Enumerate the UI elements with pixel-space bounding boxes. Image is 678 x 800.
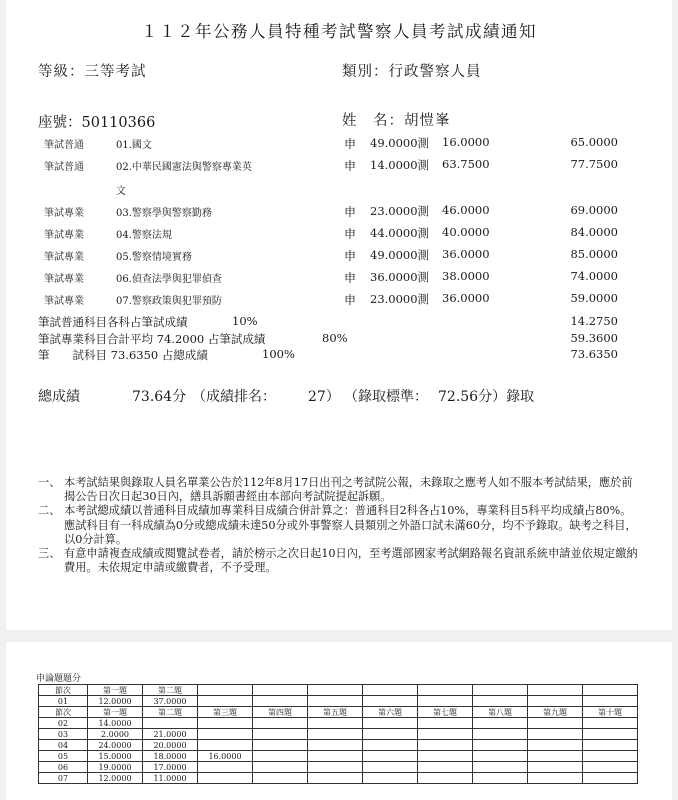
grid-cell [418, 740, 473, 751]
sheet-title: 申論題題分 [36, 674, 82, 684]
summary-percent: 10% [232, 314, 258, 328]
grid-cell: 第九題 [528, 707, 583, 718]
grid-cell: 01 [39, 696, 88, 707]
grid-cell: 15.0000 [88, 751, 143, 762]
subject-row [6, 136, 672, 156]
subject-final-score: 65.0000 [570, 135, 618, 149]
subject-score-1: 49.0000測 [370, 248, 430, 262]
grid-cell [363, 696, 418, 707]
subject-category: 筆試專業 [44, 274, 84, 285]
summary-label: 筆 試科目 73.6350 占總成績 [38, 348, 208, 362]
grid-cell [528, 740, 583, 751]
grid-cell [418, 718, 473, 729]
note-item: 三、 有意申請複查成績或閱覽試卷者，請於榜示之次日起10日內，至考選部國家考試網路報名資訊系統申請並依規定繳納費用。未依規定申請或繳費者，不予受理。 [38, 547, 638, 575]
grid-cell: 第六題 [363, 707, 418, 718]
grid-cell [363, 751, 418, 762]
subject-score-2: 46.0000 [442, 203, 490, 217]
subject-row [6, 204, 672, 224]
subject-final-score: 69.0000 [570, 203, 618, 217]
subject-final-score: 59.0000 [570, 291, 618, 305]
grid-cell: 16.0000 [198, 751, 253, 762]
grid-cell: 第二題 [143, 685, 198, 696]
grid-cell: 14.0000 [88, 718, 143, 729]
subject-score-1: 36.0000測 [370, 270, 430, 284]
grid-cell [473, 729, 528, 740]
subject-score-1: 23.0000測 [370, 292, 430, 306]
subject-flag: 申 [344, 249, 357, 263]
grid-cell [473, 762, 528, 773]
subject-category: 筆試普通 [44, 162, 84, 173]
grid-cell: 07 [39, 773, 88, 784]
grid-cell [418, 751, 473, 762]
grid-cell: 18.0000 [143, 751, 198, 762]
grid-cell [253, 718, 308, 729]
subject-flag: 申 [344, 205, 357, 219]
summary-percent: 80% [322, 331, 348, 345]
subject-final-score: 84.0000 [570, 225, 618, 239]
rank-label: （成績排名： [192, 389, 276, 405]
seat-number: 座號：50110366 [38, 115, 156, 131]
admission-standard-label: （錄取標準： [344, 389, 428, 405]
grid-cell [363, 762, 418, 773]
summary-score: 59.3600 [570, 331, 618, 345]
rank-value: 27） [308, 389, 340, 405]
grid-cell [583, 773, 638, 784]
subject-row [6, 248, 672, 268]
grid-cell [308, 751, 363, 762]
grid-cell [308, 729, 363, 740]
grid-data-row [39, 751, 638, 762]
grid-cell [363, 729, 418, 740]
grid-cell [253, 751, 308, 762]
grid-cell [418, 685, 473, 696]
grid-cell: 03 [39, 729, 88, 740]
grid-data-row [39, 729, 638, 740]
subject-category: 筆試專業 [44, 296, 84, 307]
grid-cell [198, 685, 253, 696]
grid-cell: 20.0000 [143, 740, 198, 751]
grid-cell [583, 729, 638, 740]
grid-cell: 第四題 [253, 707, 308, 718]
grid-cell [308, 773, 363, 784]
grid-cell [583, 762, 638, 773]
grid-data-row [39, 718, 638, 729]
essay-score-table [38, 684, 638, 784]
grade-label: 等級：三等考試 [38, 64, 147, 80]
subject-name: 01.國文 [116, 140, 152, 151]
grid-cell [473, 685, 528, 696]
essay-score-sheet [6, 642, 672, 800]
grid-cell [583, 696, 638, 707]
grid-cell [308, 685, 363, 696]
grid-data-row [39, 773, 638, 784]
grid-cell [143, 718, 198, 729]
grid-cell [583, 685, 638, 696]
grid-cell [528, 685, 583, 696]
grid-cell [583, 740, 638, 751]
grid-top-row [39, 696, 638, 707]
total-score: 73.64分 [132, 389, 187, 405]
subject-name: 04.警察法規 [116, 230, 172, 241]
grid-cell: 12.0000 [88, 773, 143, 784]
grid-cell [198, 718, 253, 729]
grid-cell: 第二題 [143, 707, 198, 718]
subject-score-2: 16.0000 [442, 135, 490, 149]
grid-cell [528, 751, 583, 762]
grid-cell [418, 729, 473, 740]
grid-cell [253, 729, 308, 740]
grid-cell [473, 740, 528, 751]
grid-cell [253, 762, 308, 773]
grid-cell: 24.0000 [88, 740, 143, 751]
grid-cell [528, 718, 583, 729]
grid-cell: 12.0000 [88, 696, 143, 707]
subject-score-2: 40.0000 [442, 225, 490, 239]
grid-cell: 05 [39, 751, 88, 762]
subject-flag: 申 [344, 137, 357, 151]
grid-cell: 節次 [39, 685, 88, 696]
grid-cell: 17.0000 [143, 762, 198, 773]
subject-row [6, 270, 672, 290]
grid-cell: 19.0000 [88, 762, 143, 773]
grid-cell [418, 773, 473, 784]
summary-label: 筆試專業科目合計平均 74.2000 占筆試成績 [38, 332, 266, 346]
subject-category: 筆試專業 [44, 230, 84, 241]
subject-flag: 申 [344, 271, 357, 285]
grid-cell: 02 [39, 718, 88, 729]
grid-cell [473, 773, 528, 784]
grid-cell [253, 685, 308, 696]
subject-flag: 申 [344, 159, 357, 173]
grid-cell: 第七題 [418, 707, 473, 718]
grid-cell [308, 696, 363, 707]
subject-score-2: 63.7500 [442, 157, 490, 171]
grid-cell [363, 685, 418, 696]
subject-name: 07.警察政策與犯罪預防 [116, 296, 222, 307]
grid-cell [363, 718, 418, 729]
grid-cell: 06 [39, 762, 88, 773]
subject-flag: 申 [344, 293, 357, 307]
total-label: 總成績 [38, 389, 80, 405]
grid-cell [253, 740, 308, 751]
subject-score-1: 44.0000測 [370, 226, 430, 240]
grid-cell [583, 718, 638, 729]
grid-cell: 2.0000 [88, 729, 143, 740]
note-item: 二、 本考試總成績以普通科目成績加專業科目成績合併計算之：普通科目2科各占10%，專業科目5科平均成績占80%。應試科目有一科成績為0分或總成績未達50分或外事警察人員類別之外語口試未滿60分，均不予錄取。缺考之科目，以0分計算。 [38, 504, 637, 546]
grid-cell [308, 762, 363, 773]
subject-score-2: 38.0000 [442, 269, 490, 283]
grid-cell [528, 696, 583, 707]
subject-final-score: 74.0000 [570, 269, 618, 283]
grid-cell [473, 751, 528, 762]
score-notice-page [6, 0, 672, 630]
subject-score-1: 14.0000測 [370, 158, 430, 172]
subject-score-1: 23.0000測 [370, 204, 430, 218]
subject-name: 06.偵查法學與犯罪偵查 [116, 274, 222, 285]
grid-header-row [39, 707, 638, 718]
subject-flag: 申 [344, 227, 357, 241]
summary-score: 73.6350 [570, 347, 618, 361]
grid-cell [528, 762, 583, 773]
notes-section [38, 476, 638, 575]
grid-cell: 第一題 [88, 685, 143, 696]
grid-cell [583, 751, 638, 762]
grid-cell [418, 696, 473, 707]
admission-standard-value: 72.56分）錄取 [438, 389, 535, 405]
grid-cell: 節次 [39, 707, 88, 718]
subject-category: 筆試普通 [44, 140, 84, 151]
subject-name: 05.警察情境實務 [116, 252, 192, 263]
summary-score: 14.2750 [570, 314, 618, 328]
summary-label: 筆試普通科目各科占筆試成績 [38, 315, 188, 329]
grid-cell: 第一題 [88, 707, 143, 718]
grid-cell [473, 696, 528, 707]
subject-category: 筆試專業 [44, 208, 84, 219]
grid-cell [363, 740, 418, 751]
grid-cell [198, 729, 253, 740]
category-label: 類別：行政警察人員 [342, 64, 482, 80]
note-item: 一、 本考試結果與錄取人員名單業公告於112年8月17日出刊之考試院公報，未錄取之應考人如不服本考試結果，應於前揭公告日次日起30日內，繕具訴願書經由本部向考試院提起訴願。 [38, 476, 633, 504]
grid-cell [198, 740, 253, 751]
grid-cell: 第三題 [198, 707, 253, 718]
grid-cell [253, 696, 308, 707]
subject-row [6, 157, 672, 197]
summary-percent: 100% [262, 347, 295, 361]
subject-final-score: 85.0000 [570, 247, 618, 261]
subject-score-2: 36.0000 [442, 291, 490, 305]
grid-cell [198, 696, 253, 707]
grid-cell [473, 718, 528, 729]
grid-cell [418, 762, 473, 773]
grid-cell [198, 773, 253, 784]
grid-cell [528, 773, 583, 784]
grid-cell: 04 [39, 740, 88, 751]
candidate-name: 姓 名：胡愷峯 [342, 113, 451, 129]
subject-name: 02.中華民國憲法與警察專業英 [116, 162, 252, 173]
page-title: １１２年公務人員特種考試警察人員考試成績通知 [141, 22, 537, 41]
grid-cell: 第八題 [473, 707, 528, 718]
grid-cell [308, 718, 363, 729]
grid-cell [198, 762, 253, 773]
grid-data-row [39, 740, 638, 751]
grid-data-row [39, 762, 638, 773]
grid-cell: 21.0000 [143, 729, 198, 740]
subject-row [6, 226, 672, 246]
subject-score-2: 36.0000 [442, 247, 490, 261]
grid-cell [363, 773, 418, 784]
subject-score-1: 49.0000測 [370, 136, 430, 150]
grid-cell: 11.0000 [143, 773, 198, 784]
grid-cell: 第五題 [308, 707, 363, 718]
subject-final-score: 77.7500 [570, 157, 618, 171]
grid-cell [528, 729, 583, 740]
subject-name-continued: 文 [116, 186, 126, 197]
grid-cell [308, 740, 363, 751]
subject-name: 03.警察學與警察勤務 [116, 208, 212, 219]
subject-row [6, 292, 672, 312]
grid-cell: 第十題 [583, 707, 638, 718]
grid-top-header-row [39, 685, 638, 696]
grid-cell [253, 773, 308, 784]
subject-category: 筆試專業 [44, 252, 84, 263]
grid-cell: 37.0000 [143, 696, 198, 707]
